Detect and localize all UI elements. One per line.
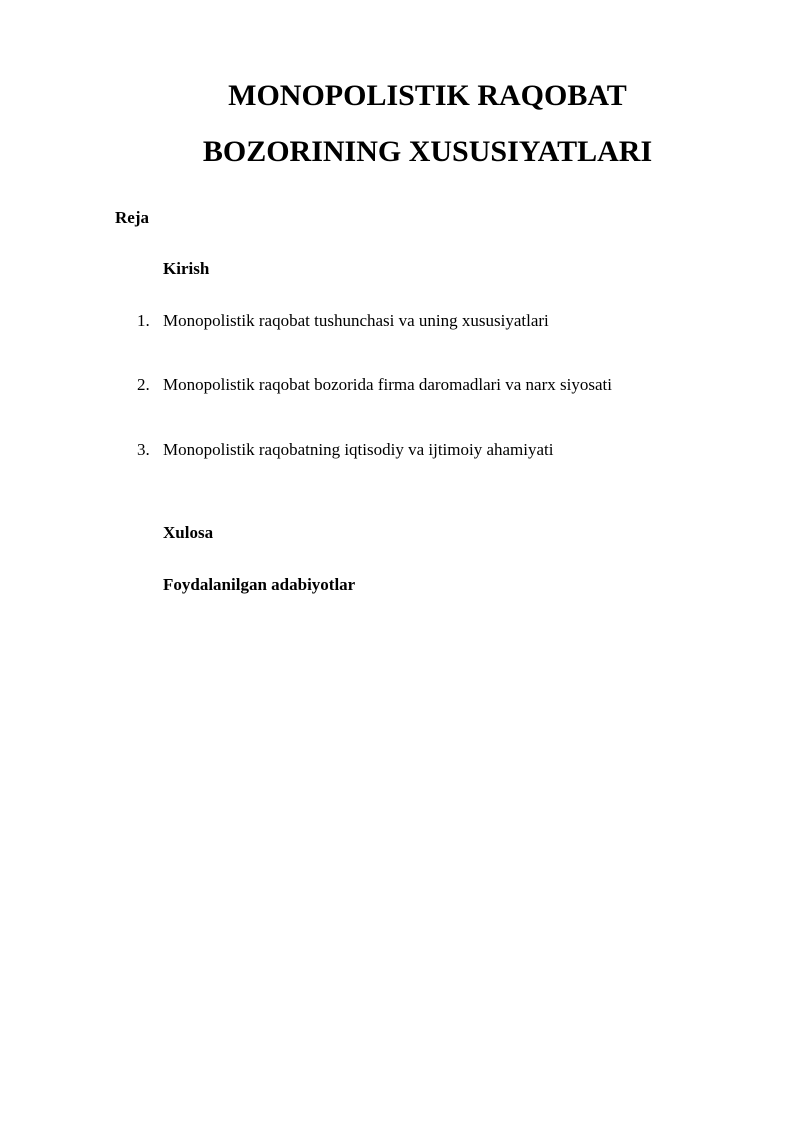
plan-list-item [137, 439, 554, 461]
list-item-text: Monopolistik raqobatning iqtisodiy va ijtimoiy ahamiyati [163, 440, 554, 459]
plan-heading: Reja [115, 208, 149, 227]
plan-list-item [137, 310, 549, 332]
document-title-line-1: MONOPOLISTIK RAQOBAT [228, 79, 627, 112]
list-item-number: 1. [137, 311, 150, 330]
plan-intro: Kirish [163, 259, 210, 278]
document-title-line-2: BOZORINING XUSUSIYATLARI [202, 135, 653, 168]
plan-conclusion: Xulosa [163, 523, 214, 542]
list-item-number: 2. [137, 375, 150, 394]
plan-references: Foydalanilgan adabiyotlar [163, 575, 356, 594]
plan-list-item [137, 374, 612, 396]
list-item-text: Monopolistik raqobat tushunchasi va uning xususiyatlari [163, 311, 549, 330]
list-item-number: 3. [137, 440, 150, 459]
list-item-text: Monopolistik raqobat bozorida firma daromadlari va narx siyosati [163, 375, 612, 394]
